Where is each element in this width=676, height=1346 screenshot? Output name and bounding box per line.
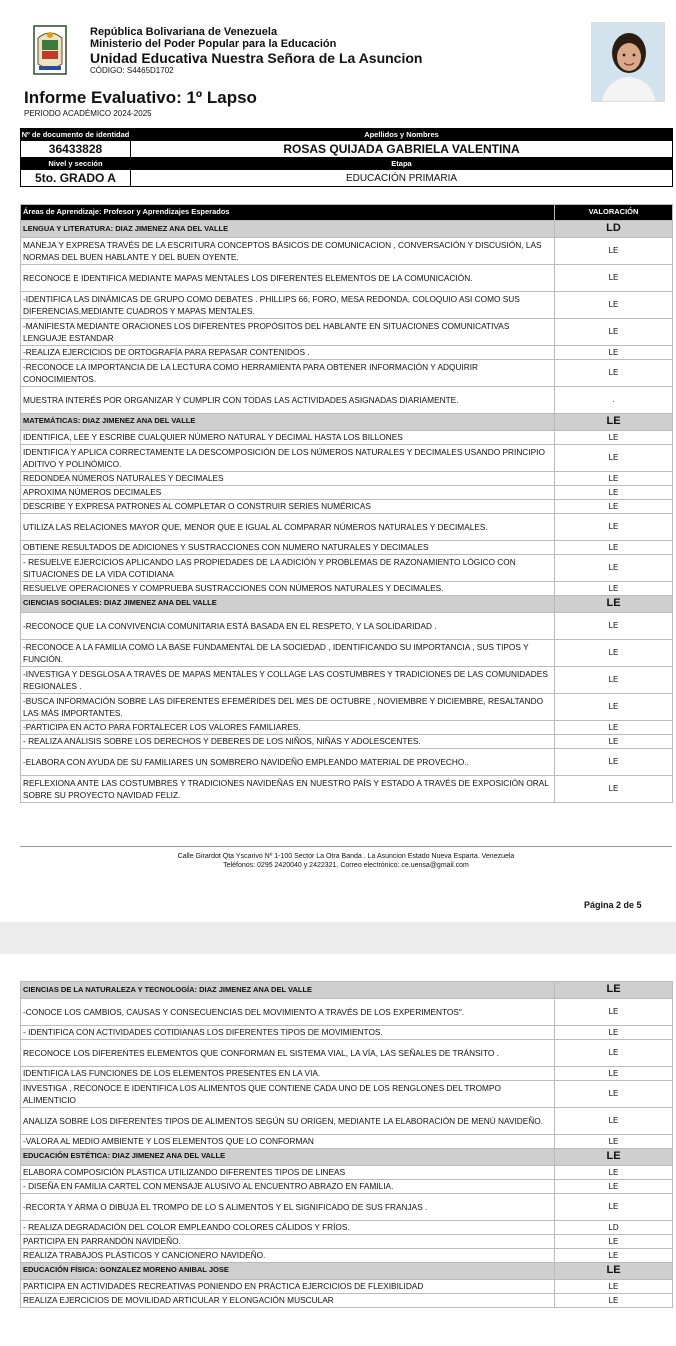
learning-row xyxy=(21,1279,673,1293)
learning-row xyxy=(21,720,673,734)
learning-row xyxy=(21,1193,673,1220)
grade-value: LE xyxy=(555,581,673,595)
learning-text: DESCRIBE Y EXPRESA PATRONES AL COMPLETAR O CONSTRUIR SERIES NUMÉRICAS xyxy=(21,499,555,513)
learning-row xyxy=(21,471,673,485)
grade-value: LE xyxy=(555,485,673,499)
learning-text: -RECORTA Y ARMA O DIBUJA EL TROMPO DE LO S ALIMENTOS Y EL SIGNIFICADO DE SUS FRANJAS . xyxy=(21,1193,555,1220)
grade-value: LE xyxy=(555,237,673,264)
learning-text: UTILIZA LAS RELACIONES MAYOR QUE, MENOR QUE E IGUAL AL COMPARAR NÚMEROS NATURALES Y DECIMALES. xyxy=(21,513,555,540)
grade-value: LE xyxy=(555,1262,673,1279)
area-row xyxy=(21,1148,673,1165)
grade-value: LE xyxy=(555,1293,673,1307)
academic-period: PERIODO ACADÉMICO 2024-2025 xyxy=(24,109,152,118)
grade-value: LE xyxy=(555,1080,673,1107)
learning-text: - IDENTIFICA CON ACTIVIDADES COTIDIANAS LOS DIFERENTES TIPOS DE MOVIMIENTOS. xyxy=(21,1025,555,1039)
learning-row xyxy=(21,499,673,513)
learning-row xyxy=(21,1179,673,1193)
page-number: Página 2 de 5 xyxy=(584,900,642,910)
learning-row xyxy=(21,237,673,264)
grade-value: LE xyxy=(555,264,673,291)
learning-text: REDONDEA NÚMEROS NATURALES Y DECIMALES xyxy=(21,471,555,485)
grade-value: LD xyxy=(555,221,673,238)
learning-row xyxy=(21,1080,673,1107)
area-title: EDUCACIÓN FÍSICA: GONZALEZ MORENO ANIBAL JOSE xyxy=(21,1262,555,1279)
page-break xyxy=(0,922,676,954)
learning-row xyxy=(21,444,673,471)
grade-value: LE xyxy=(555,595,673,612)
learning-text: MANEJA Y EXPRESA TRAVÉS DE LA ESCRITURA CONCEPTOS BÁSICOS DE COMUNICACION , CONVERSACIÓN Y DISCUSIÓN, LAS NORMAS DEL BUEN HABLANTE Y DEL BUEN OYENTE. xyxy=(21,237,555,264)
learning-text: REALIZA EJERCICIOS DE MOVILIDAD ARTICULAR Y ELONGACIÓN MUSCULAR xyxy=(21,1293,555,1307)
grade-value: LE xyxy=(555,612,673,639)
grade-value: LE xyxy=(555,734,673,748)
learning-row xyxy=(21,1293,673,1307)
grade-value: LE xyxy=(555,359,673,386)
grade-value: LE xyxy=(555,1279,673,1293)
grade-value: LE xyxy=(555,998,673,1025)
learning-row xyxy=(21,1134,673,1148)
learning-row xyxy=(21,318,673,345)
learning-text: -RECONOCE A LA FAMILIA COMO LA BASE FUNDAMENTAL DE LA SOCIEDAD , IDENTIFICANDO SU IMPORTANCIA , SUS TIPOS Y FUNCIÓN. xyxy=(21,639,555,666)
grade-value: LE xyxy=(555,513,673,540)
learning-text: -ELABORA CON AYUDA DE SU FAMILIARES UN SOMBRERO NAVIDEÑO EMPLEANDO MATERIAL DE PROVECHO.. xyxy=(21,748,555,775)
learning-text: IDENTIFICA, LEE Y ESCRIBE CUALQUIER NÚMERO NATURAL Y DECIMAL HASTA LOS BILLONES xyxy=(21,430,555,444)
area-row xyxy=(21,982,673,999)
learning-row xyxy=(21,639,673,666)
learning-text: PARTICIPA EN ACTIVIDADES RECREATIVAS PONIENDO EN PRÁCTICA EJERCICIOS DE FLEXIBILIDAD xyxy=(21,1279,555,1293)
learning-text: -MANIFIESTA MEDIANTE ORACIONES LOS DIFERENTES PROPÓSITOS DEL HABLANTE EN SITUACIONES COMUNICATIVAS LENGUAJE ESTANDAR xyxy=(21,318,555,345)
learning-row xyxy=(21,1220,673,1234)
level-value: 5to. GRADO A xyxy=(21,170,131,187)
area-title: LENGUA Y LITERATURA: DIAZ JIMENEZ ANA DEL VALLE xyxy=(21,221,555,238)
area-row xyxy=(21,1262,673,1279)
areas-header: Áreas de Aprendizaje: Profesor y Aprendizajes Esperados xyxy=(21,205,555,221)
learning-row xyxy=(21,775,673,802)
area-row xyxy=(21,595,673,612)
learning-text: REFLEXIONA ANTE LAS COSTUMBRES Y TRADICIONES NAVIDEÑAS EN NUESTRO PAÍS Y ESTADO A TRAVÉS DE EXPOSICIÓN ORAL SOBRE SU PROYECTO NAVIDAD FELIZ. xyxy=(21,775,555,802)
level-label: Nivel y sección xyxy=(21,158,131,170)
school-name: Unidad Educativa Nuestra Señora de La Asuncion xyxy=(90,49,423,66)
grade-value: LE xyxy=(555,1234,673,1248)
learning-text: PARTICIPA EN PARRANDÓN NAVIDEÑO. xyxy=(21,1234,555,1248)
grades-table-page-2 xyxy=(20,204,673,803)
grade-value: LE xyxy=(555,720,673,734)
grade-value: LD xyxy=(555,1220,673,1234)
learning-text: - REALIZA ANÁLISIS SOBRE LOS DERECHOS Y DEBERES DE LOS NIÑOS, NIÑAS Y ADOLESCENTES. xyxy=(21,734,555,748)
name-label: Apellidos y Nombres xyxy=(131,129,673,141)
valoracion-header: VALORACIÓN xyxy=(555,205,673,221)
learning-text: -VALORA AL MEDIO AMBIENTE Y LOS ELEMENTOS QUE LO CONFORMAN xyxy=(21,1134,555,1148)
grade-value: LE xyxy=(555,1025,673,1039)
grade-value: LE xyxy=(555,982,673,999)
learning-text: OBTIENE RESULTADOS DE ADICIONES Y SUSTRACCIONES CON NUMERO NATURALES Y DECIMALES xyxy=(21,540,555,554)
learning-text: -IDENTIFICA LAS DINÁMICAS DE GRUPO COMO DEBATES . PHILLIPS 66, FORO, MESA REDONDA, COLOQUIO ASI COMO SUS DIFERENCIAS,MEDIANTE CUADROS Y MAPAS MENTALES. xyxy=(21,291,555,318)
learning-row xyxy=(21,291,673,318)
area-title: MATEMÁTICAS: DIAZ JIMENEZ ANA DEL VALLE xyxy=(21,413,555,430)
learning-row xyxy=(21,734,673,748)
learning-row xyxy=(21,513,673,540)
area-row xyxy=(21,413,673,430)
learning-row xyxy=(21,540,673,554)
grade-value: LE xyxy=(555,1066,673,1080)
school-info xyxy=(90,26,422,76)
stage-value: EDUCACIÓN PRIMARIA xyxy=(131,170,673,187)
area-title: EDUCACIÓN ESTÉTICA: DIAZ JIMENEZ ANA DEL VALLE xyxy=(21,1148,555,1165)
learning-text: -RECONOCE QUE LA CONVIVENCIA COMUNITARIA ESTÁ BASADA EN EL RESPETO, Y LA SOLIDARIDAD . xyxy=(21,612,555,639)
learning-text: ELABORA COMPOSICIÓN PLASTICA UTILIZANDO DIFERENTES TIPOS DE LINEAS xyxy=(21,1165,555,1179)
learning-row xyxy=(21,612,673,639)
footer-contact: Teléfonos: 0295 2420040 y 2422321. Correo electrónico: ce.uensa@gmail.com xyxy=(223,862,469,870)
grade-value: LE xyxy=(555,554,673,581)
learning-text: MUESTRA INTERÉS POR ORGANIZAR Y CUMPLIR CON TODAS LAS ACTIVIDADES ASIGNADAS DIARIAMENTE. xyxy=(21,386,555,413)
learning-row xyxy=(21,1039,673,1066)
learning-row xyxy=(21,1248,673,1262)
stage-label: Etapa xyxy=(131,158,673,170)
grade-value: LE xyxy=(555,1193,673,1220)
grades-table-page-3 xyxy=(20,981,673,1308)
learning-row xyxy=(21,748,673,775)
school-crest-icon xyxy=(32,24,68,76)
learning-row xyxy=(21,998,673,1025)
learning-text: RECONOCE LOS DIFERENTES ELEMENTOS QUE CONFORMAN EL SISTEMA VIAL, LA VÍA, LAS SEÑALES DE TRÁNSITO . xyxy=(21,1039,555,1066)
learning-text: -CONOCE LOS CAMBIOS, CAUSAS Y CONSECUENCIAS DEL MOVIMIENTO A TRAVÉS DE LOS EXPERIMENTOS". xyxy=(21,998,555,1025)
grade-value: LE xyxy=(555,1165,673,1179)
grade-value: LE xyxy=(555,639,673,666)
grade-value: LE xyxy=(555,748,673,775)
learning-text: - DISEÑA EN FAMILIA CARTEL CON MENSAJE ALUSIVO AL ENCUENTRO ABRAZO EN FAMILIA. xyxy=(21,1179,555,1193)
area-title: CIENCIAS SOCIALES: DIAZ JIMENEZ ANA DEL VALLE xyxy=(21,595,555,612)
learning-text: IDENTIFICA LAS FUNCIONES DE LOS ELEMENTOS PRESENTES EN LA VIA. xyxy=(21,1066,555,1080)
grade-value: LE xyxy=(555,693,673,720)
learning-text: - RESUELVE EJERCICIOS APLICANDO LAS PROPIEDADES DE LA ADICIÓN Y PROBLEMAS DE RAZONAMIENTO LÓGICO CON SITUACIONES DE LA VIDA COTIDIANA xyxy=(21,554,555,581)
learning-text: -PARTICIPA EN ACTO PARA FORTALECER LOS VALORES FAMILIARES. xyxy=(21,720,555,734)
grade-value: LE xyxy=(555,430,673,444)
learning-text: REALIZA TRABAJOS PLÁSTICOS Y CANCIONERO NAVIDEÑO. xyxy=(21,1248,555,1262)
area-row xyxy=(21,221,673,238)
id-label: Nº de documento de identidad xyxy=(21,130,130,139)
learning-row xyxy=(21,430,673,444)
grade-value: LE xyxy=(555,444,673,471)
grade-value: LE xyxy=(555,666,673,693)
learning-row xyxy=(21,554,673,581)
learning-text: -RECONOCE LA IMPORTANCIA DE LA LECTURA COMO HERRAMIENTA PARA OBTENER INFORMACIÓN Y ADQUIRIR CONOCIMIENTOS. xyxy=(21,359,555,386)
learning-row xyxy=(21,1107,673,1134)
footer-address: Calle Girardot Qta Yscarivo Nº 1-100 Sector La Otra Banda . La Asuncion Estado Nueva Esparta. Venezuela xyxy=(177,853,515,860)
grade-value: LE xyxy=(555,1039,673,1066)
learning-row xyxy=(21,1165,673,1179)
learning-row xyxy=(21,1066,673,1080)
learning-text: -INVESTIGA Y DESGLOSA A TRAVÉS DE MAPAS MENTALES Y COLLAGE LAS COSTUMBRES Y TRADICIONES DE LAS COMUNIDADES REGIONALES . xyxy=(21,666,555,693)
grade-value: LE xyxy=(555,471,673,485)
name-value: ROSAS QUIJADA GABRIELA VALENTINA xyxy=(131,141,673,158)
grade-value: LE xyxy=(555,1107,673,1134)
learning-row xyxy=(21,1234,673,1248)
learning-text: -BUSCA INFORMACIÓN SOBRE LAS DIFERENTES EFEMÉRIDES DEL MES DE OCTUBRE , NOVIEMBRE Y DICIEMBRE, RESALTANDO LAS MÁS IMPORTANTES. xyxy=(21,693,555,720)
learning-text: -REALIZA EJERCICIOS DE ORTOGRAFÍA PARA REPASAR CONTENIDOS . xyxy=(21,345,555,359)
grade-value: LE xyxy=(555,775,673,802)
student-info-table xyxy=(20,128,673,187)
grade-value: LE xyxy=(555,1134,673,1148)
learning-row xyxy=(21,581,673,595)
learning-row xyxy=(21,359,673,386)
learning-row xyxy=(21,693,673,720)
learning-text: RESUELVE OPERACIONES Y COMPRUEBA SUSTRACCIONES CON NÚMEROS NATURALES Y DECIMALES. xyxy=(21,581,555,595)
grade-value: LE xyxy=(555,1248,673,1262)
ministry-text: Ministerio del Poder Popular para la Educación xyxy=(90,38,337,51)
learning-text: IDENTIFICA Y APLICA CORRECTAMENTE LA DESCOMPOSICIÓN DE LOS NÚMEROS NATURALES Y DECIMALES USANDO PRINCIPIO ADITIVO Y POLINÓMICO. xyxy=(21,444,555,471)
learning-row xyxy=(21,264,673,291)
footer-divider xyxy=(20,846,672,847)
learning-row xyxy=(21,485,673,499)
country-text: República Bolivariana de Venezuela xyxy=(90,26,278,38)
learning-row xyxy=(21,1025,673,1039)
grade-value: . xyxy=(555,386,673,413)
report-title: Informe Evaluativo: 1º Lapso xyxy=(24,88,257,107)
learning-text: APROXIMA NÚMEROS DECIMALES xyxy=(21,485,555,499)
learning-row xyxy=(21,345,673,359)
grade-value: LE xyxy=(555,413,673,430)
id-value: 36433828 xyxy=(21,141,131,158)
grade-value: LE xyxy=(555,499,673,513)
learning-text: INVESTIGA , RECONOCE E IDENTIFICA LOS ALIMENTOS QUE CONTIENE CADA UNO DE LOS RENGLONES DEL TROMPO ALIMENTICIO xyxy=(21,1080,555,1107)
learning-row xyxy=(21,666,673,693)
grade-value: LE xyxy=(555,1179,673,1193)
grade-value: LE xyxy=(555,291,673,318)
learning-text: - REALIZA DEGRADACIÓN DEL COLOR EMPLEANDO COLORES CÁLIDOS Y FRÍOS. xyxy=(21,1220,555,1234)
learning-text: RECONOCE E IDENTIFICA MEDIANTE MAPAS MENTALES LOS DIFERENTES ELEMENTOS DE LA COMUNICACIÓN. xyxy=(21,264,555,291)
grade-value: LE xyxy=(555,1148,673,1165)
learning-text: ANALIZA SOBRE LOS DIFERENTES TIPOS DE ALIMENTOS SEGÚN SU ORIGEN, MEDIANTE LA ELABORACIÓN DE MENÚ NAVIDEÑO. xyxy=(21,1107,555,1134)
grade-value: LE xyxy=(555,345,673,359)
footer xyxy=(20,852,672,871)
page-header xyxy=(22,22,672,117)
student-photo xyxy=(591,22,665,102)
grade-value: LE xyxy=(555,540,673,554)
grade-value: LE xyxy=(555,318,673,345)
area-title: CIENCIAS DE LA NATURALEZA Y TECNOLOGÍA: DIAZ JIMENEZ ANA DEL VALLE xyxy=(21,982,555,999)
school-code: CÓDIGO: S4465D1702 xyxy=(90,66,174,76)
learning-row xyxy=(21,386,673,413)
